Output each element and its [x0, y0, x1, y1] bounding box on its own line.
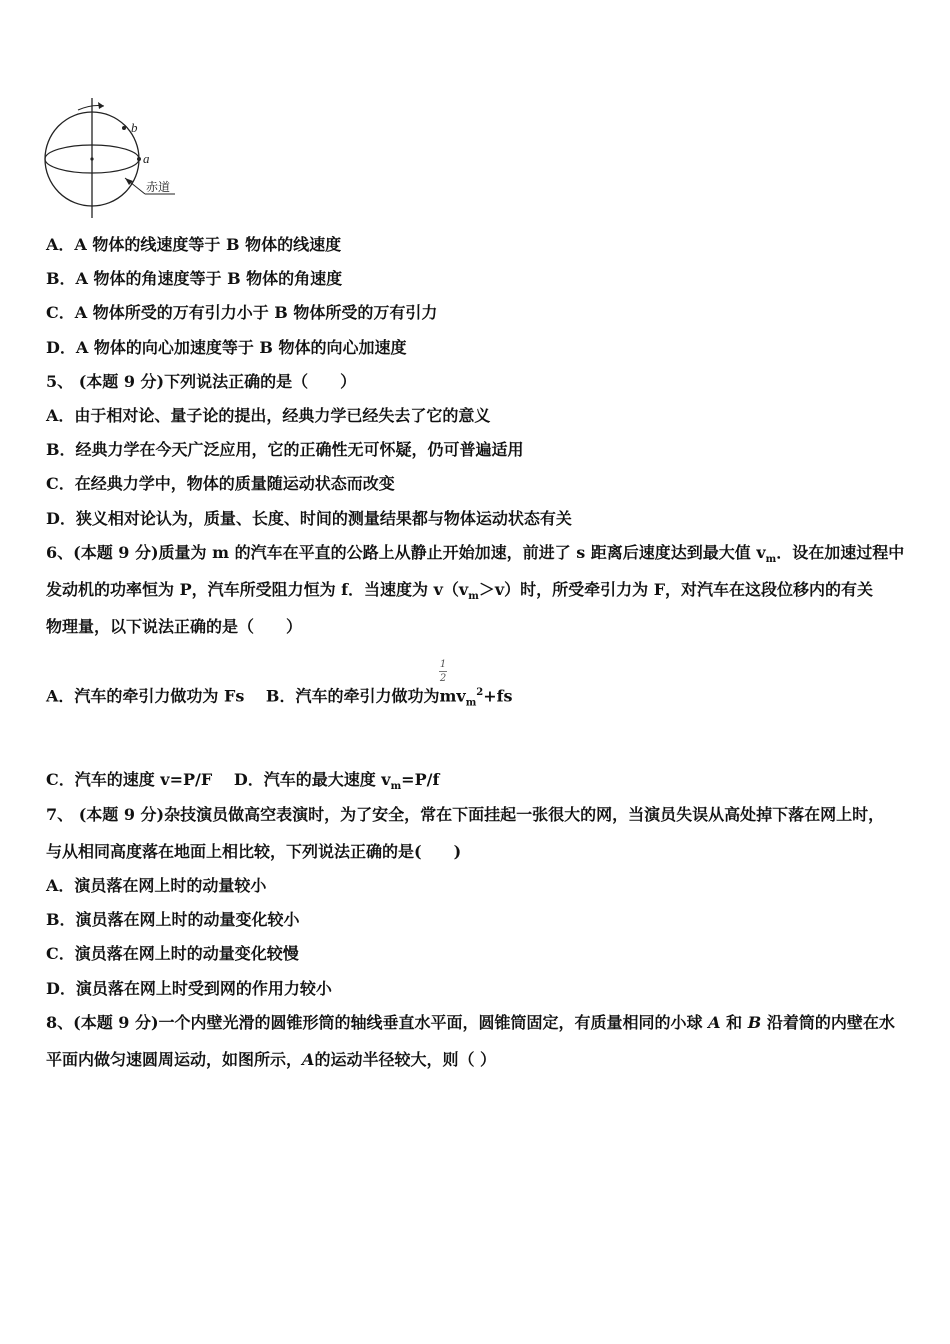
q8-stem-line2: 平面内做匀速圆周运动，如图所示，A的运动半径较大，则（ ） [46, 1050, 497, 1069]
q6-stem-line1: 6、(本题 9 分)质量为 m 的汽车在平直的公路上从静止开始加速，前进了 s 距离后速度达到最大值 $v_m$．设在加速过程中 [46, 543, 905, 566]
q7-stem-line2: 与从相同高度落在地面上相比较，下列说法正确的是( ) [46, 842, 462, 861]
point-b [122, 126, 126, 130]
q7-stem-line1: 7、 (本题 9 分)杂技演员做高空表演时，为了安全，常在下面挂起一张很大的网，当演员失误从高处掉下落在网上时， [46, 805, 885, 824]
q6-stem-line3: 物理量，以下说法正确的是（ ） [46, 617, 303, 636]
q4-option-c: C．A 物体所受的万有引力小于 B 物体所受的万有引力 [46, 303, 438, 322]
q6-options-cd: C．汽车的速度 v=P/F D．汽车的最大速度 $v_m=P/f$ [46, 770, 440, 793]
q4-option-a: A．A 物体的线速度等于 B 物体的线速度 [46, 235, 342, 254]
q5-option-c: C．在经典力学中，物体的质量随运动状态而改变 [46, 474, 395, 493]
q5-stem: 5、 (本题 9 分)下列说法正确的是（ ） [46, 372, 357, 391]
q6-stem-line2: 发动机的功率恒为 P，汽车所受阻力恒为 f．当速度为 $v(v_m>v)$时，所受牵引力为 F，对汽车在这段位移内的有关 [46, 580, 874, 603]
q4-option-d: D．A 物体的向心加速度等于 B 物体的向心加速度 [46, 338, 407, 357]
q7-option-d: D．演员落在网上时受到网的作用力较小 [46, 979, 332, 998]
q8-stem-line1: 8、(本题 9 分)一个内壁光滑的圆锥形筒的轴线垂直水平面，圆锥筒固定，有质量相同的小球 A 和 B 沿着筒的内壁在水 [46, 1013, 895, 1032]
q5-option-b: B．经典力学在今天广泛应用，它的正确性无可怀疑，仍可普遍适用 [46, 440, 524, 459]
label-equator: 赤道 [146, 180, 171, 194]
center-point [90, 157, 93, 160]
globe-figure [38, 96, 188, 222]
label-b: b [131, 120, 138, 135]
point-a [137, 157, 141, 161]
q6-options-ab: A．汽车的牵引力做功为 Fs B．汽车的牵引力做功为$mv_m^2+fs$ [46, 686, 513, 709]
q5-option-a: A．由于相对论、量子论的提出，经典力学已经失去了它的意义 [46, 406, 491, 425]
q4-option-b: B．A 物体的角速度等于 B 物体的角速度 [46, 269, 343, 288]
q5-option-d: D．狭义相对论认为，质量、长度、时间的测量结果都与物体运动状态有关 [46, 509, 572, 528]
label-a: a [143, 151, 150, 166]
q7-option-a: A．演员落在网上时的动量较小 [46, 876, 267, 895]
q7-option-b: B．演员落在网上时的动量变化较小 [46, 910, 300, 929]
q7-option-c: C．演员落在网上时的动量变化较慢 [46, 944, 299, 963]
fraction-one-half: 1 2 [439, 659, 447, 684]
